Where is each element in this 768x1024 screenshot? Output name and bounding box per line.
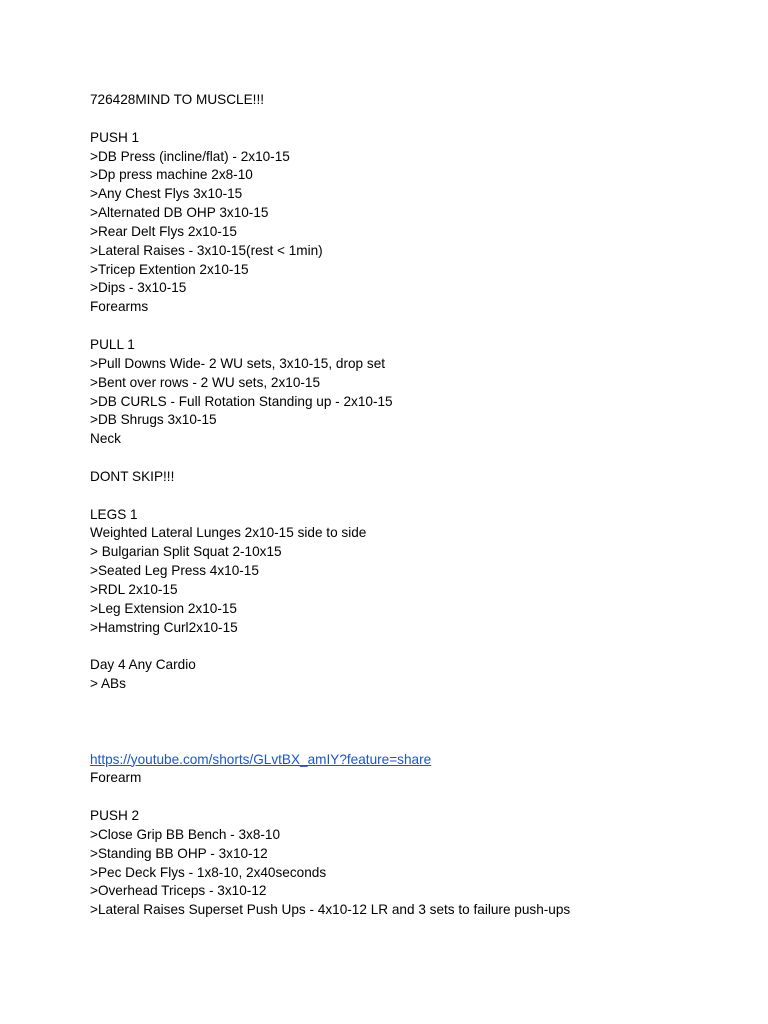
legs1-item: >RDL 2x10-15 (90, 581, 178, 597)
legs1-item: >Hamstring Curl2x10-15 (90, 619, 238, 635)
legs1-item: Weighted Lateral Lunges 2x10-15 side to side (90, 525, 367, 541)
push1-item: >Tricep Extention 2x10-15 (90, 261, 249, 277)
push1-heading: PUSH 1 (90, 129, 140, 145)
day4-item: > ABs (90, 676, 126, 692)
blank-line (90, 637, 730, 656)
blank-line (90, 694, 730, 713)
day4-heading: Day 4 Any Cardio (90, 657, 196, 673)
pull1-item: Neck (90, 431, 121, 447)
pull1-item: >DB Shrugs 3x10-15 (90, 412, 217, 428)
push2-item: >Overhead Triceps - 3x10-12 (90, 883, 267, 899)
push1-item: >Any Chest Flys 3x10-15 (90, 186, 243, 202)
pull1-item: >Pull Downs Wide- 2 WU sets, 3x10-15, drop set (90, 355, 386, 371)
push1-item: >Rear Delt Flys 2x10-15 (90, 223, 237, 239)
youtube-link[interactable]: https://youtube.com/shorts/GLvtBX_amIY?feature=share (90, 751, 432, 767)
push1-item: >Lateral Raises - 3x10-15(rest < 1min) (90, 242, 323, 258)
push1-item: >Dips - 3x10-15 (90, 280, 187, 296)
blank-line (90, 732, 730, 751)
blank-line (90, 713, 730, 732)
blank-line (90, 487, 730, 506)
push1-item: >Alternated DB OHP 3x10-15 (90, 205, 269, 221)
legs1-item: > Bulgarian Split Squat 2-10x15 (90, 544, 282, 560)
push1-item: >Dp press machine 2x8-10 (90, 167, 253, 183)
pull1-heading: PULL 1 (90, 336, 135, 352)
push2-item: >Pec Deck Flys - 1x8-10, 2x40seconds (90, 864, 327, 880)
pull1-item: >DB CURLS - Full Rotation Standing up - 2x10-15 (90, 393, 393, 409)
document-body (90, 91, 730, 920)
legs1-item: >Seated Leg Press 4x10-15 (90, 563, 259, 579)
document-title: 726428MIND TO MUSCLE!!! (90, 92, 265, 107)
legs1-heading: LEGS 1 (90, 506, 138, 522)
push2-item: >Lateral Raises Superset Push Ups - 4x10-12 LR and 3 sets to failure push-ups (90, 902, 571, 918)
pull1-item: >Bent over rows - 2 WU sets, 2x10-15 (90, 374, 321, 390)
dont-skip-note: DONT SKIP!!! (90, 468, 175, 484)
push1-item: >DB Press (incline/flat) - 2x10-15 (90, 148, 290, 164)
legs1-item: >Leg Extension 2x10-15 (90, 600, 237, 616)
push1-item: Forearms (90, 299, 149, 315)
push2-item: >Standing BB OHP - 3x10-12 (90, 845, 268, 861)
push2-heading: PUSH 2 (90, 808, 140, 824)
blank-line (90, 449, 730, 468)
blank-line (90, 110, 730, 129)
blank-line (90, 317, 730, 336)
push2-item: >Close Grip BB Bench - 3x8-10 (90, 826, 281, 842)
blank-line (90, 788, 730, 807)
link-caption: Forearm (90, 770, 142, 786)
